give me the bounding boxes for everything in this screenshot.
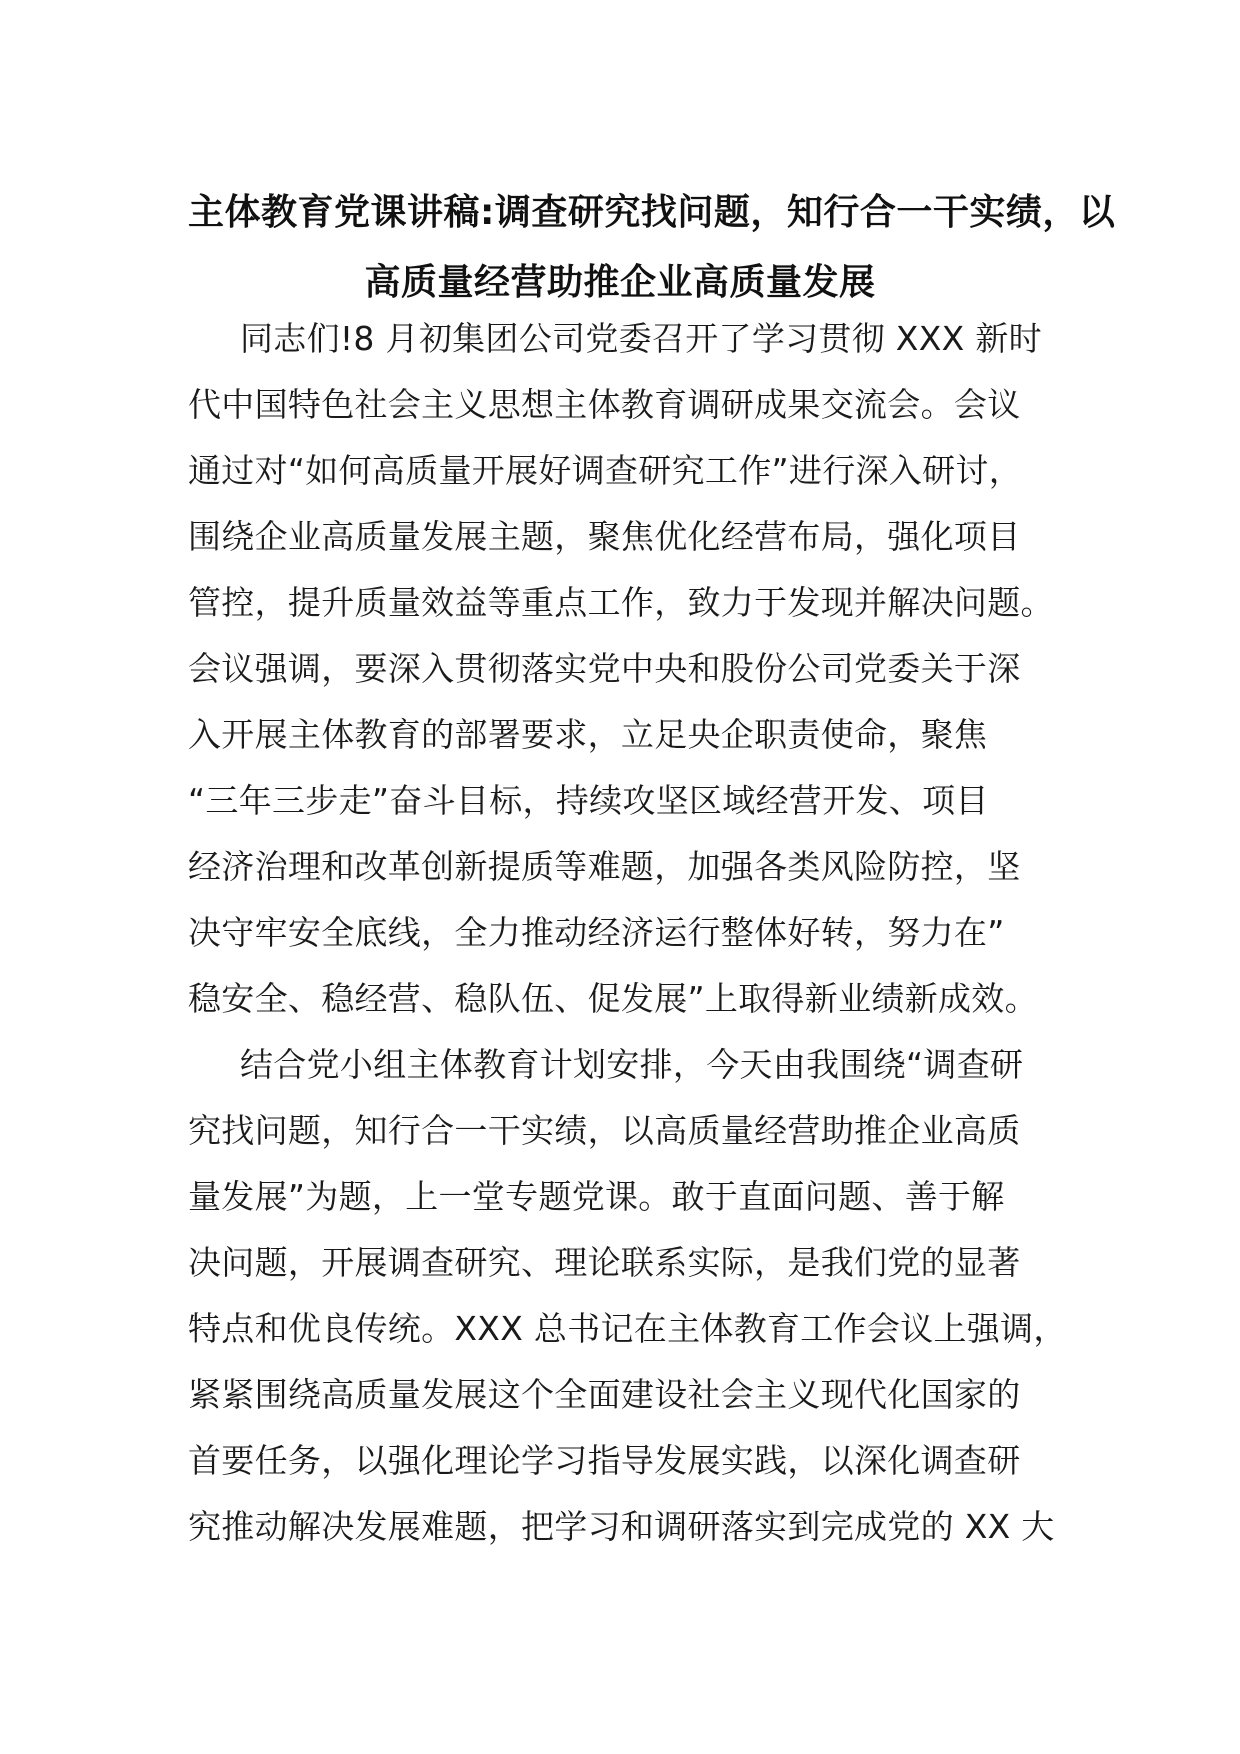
paragraph-line: 稳安全、稳经营、稳队伍、促发展”上取得新业绩新成效。 [188,979,1038,1018]
document-body [188,306,1068,1560]
paragraph-2 [188,1032,1068,1560]
paragraph-line: 会议强调，要深入贯彻落实党中央和股份公司党委关于深 [188,649,1021,688]
paragraph-line: 通过对“如何高质量开展好调查研究工作”进行深入研讨， [188,451,1022,490]
paragraph-line: 紧紧围绕高质量发展这个全面建设社会主义现代化国家的 [188,1375,1021,1414]
title-line: 高质量经营助推企业高质量发展 [364,262,876,303]
paragraph-line: 同志们!8 月初集团公司党委召开了学习贯彻 XXX 新时 [240,319,1042,358]
paragraph-line: 代中国特色社会主义思想主体教育调研成果交流会。会议 [188,385,1021,424]
paragraph-line: “三年三步走”奋斗目标，持续攻坚区域经营开发、项目 [188,781,989,820]
paragraph-line: 首要任务，以强化理论学习指导发展实践，以深化调查研 [188,1441,1021,1480]
paragraph-line: 围绕企业高质量发展主题，聚焦优化经营布局，强化项目 [188,517,1021,556]
paragraph-1 [188,306,1068,1032]
paragraph-line: 究找问题，知行合一干实绩，以高质量经营助推企业高质 [188,1111,1021,1150]
paragraph-line: 决守牢安全底线，全力推动经济运行整体好转，努力在” [188,913,1005,952]
paragraph-line: 特点和优良传统。XXX 总书记在主体教育工作会议上强调， [188,1309,1067,1348]
paragraph-line: 结合党小组主体教育计划安排，今天由我围绕“调查研 [240,1045,1024,1084]
paragraph-line: 经济治理和改革创新提质等难题，加强各类风险防控，坚 [188,847,1021,886]
document-title [188,178,1116,318]
paragraph-line: 入开展主体教育的部署要求，立足央企职责使命，聚焦 [188,715,988,754]
paragraph-line: 决问题，开展调查研究、理论联系实际，是我们党的显著 [188,1243,1021,1282]
paragraph-line: 管控，提升质量效益等重点工作，致力于发现并解决问题。 [188,583,1054,622]
paragraph-line: 究推动解决发展难题，把学习和调研落实到完成党的 XX 大 [188,1507,1055,1546]
title-line: 主体教育党课讲稿:调查研究找问题，知行合一干实绩，以 [188,192,1116,233]
paragraph-line: 量发展”为题，上一堂专题党课。敢于直面问题、善于解 [188,1177,1005,1216]
